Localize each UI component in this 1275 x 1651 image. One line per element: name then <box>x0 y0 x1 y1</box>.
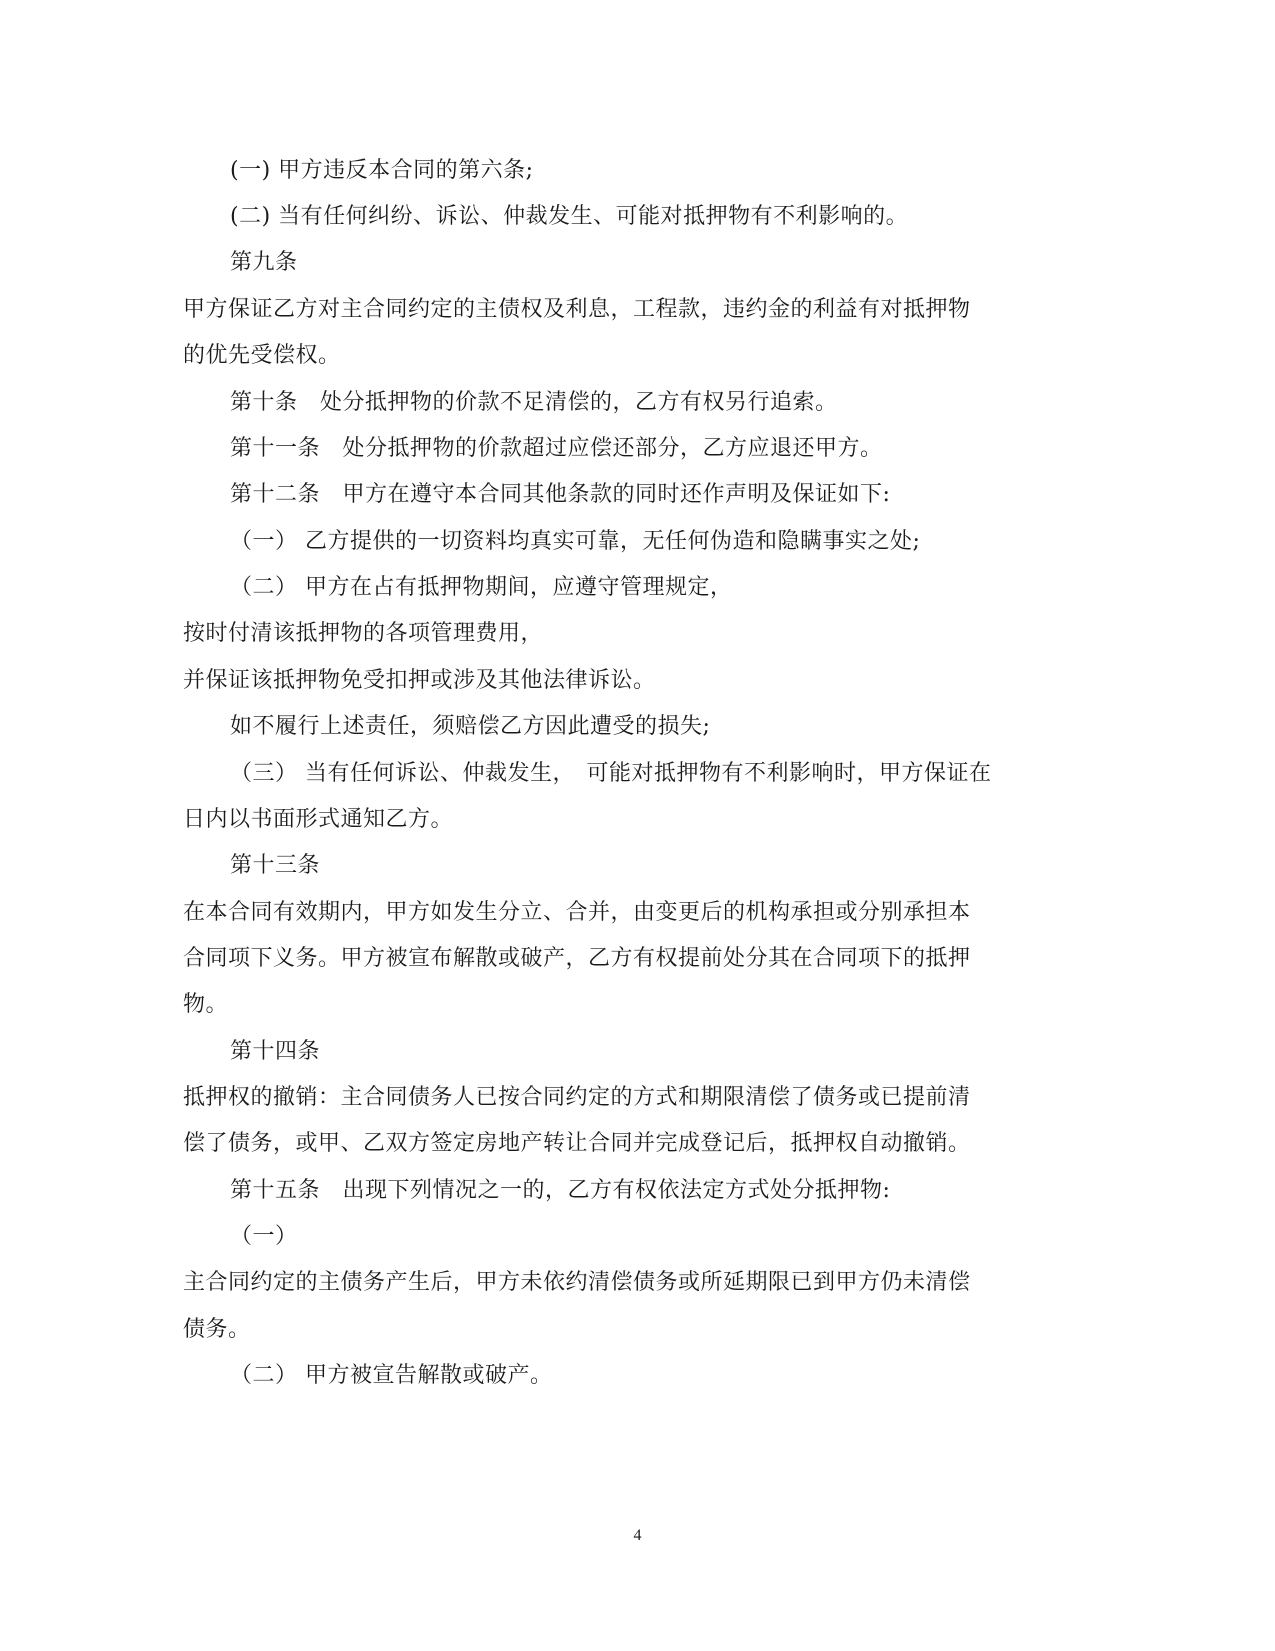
text-line: 第十三条 <box>230 853 321 878</box>
text-line: 第十二条 甲方在遵守本合同其他条款的同时还作声明及保证如下: <box>230 482 891 507</box>
text-line: （二） 甲方在占有抵押物期间，应遵守管理规定， <box>230 575 733 600</box>
text-line: 日内以书面形式通知乙方。 <box>183 807 454 832</box>
text-line: 第十五条 出现下列情况之一的，乙方有权依法定方式处分抵押物: <box>230 1178 891 1203</box>
text-line: 按时付清该抵押物的各项管理费用， <box>183 621 544 646</box>
text-line: 抵押权的撤销：主合同债务人已按合同约定的方式和期限清偿了债务或已提前清 <box>183 1085 971 1110</box>
text-line: （三） 当有任何诉讼、仲裁发生， 可能对抵押物有不利影响时，甲方保证在 <box>230 761 992 786</box>
text-line: (二) 当有任何纠纷、诉讼、仲裁发生、可能对抵押物有不利影响的。 <box>230 204 909 229</box>
text-line: 主合同约定的主债务产生后，甲方未依约清偿债务或所延期限已到甲方仍未清偿 <box>183 1270 971 1295</box>
text-line: (一) 甲方违反本合同的第六条; <box>230 158 534 183</box>
page-number: 4 <box>633 1527 642 1544</box>
text-line: 并保证该抵押物免受扣押或涉及其他法律诉讼。 <box>183 668 656 693</box>
text-line: 如不履行上述责任，须赔偿乙方因此遭受的损失; <box>230 714 711 739</box>
text-line: 在本合同有效期内，甲方如发生分立、合并，由变更后的机构承担或分别承担本 <box>183 900 971 925</box>
text-line: 第九条 <box>230 250 298 275</box>
text-line: （一） <box>230 1224 298 1249</box>
text-line: 的优先受偿权。 <box>183 343 341 368</box>
text-line: 合同项下义务。甲方被宣布解散或破产，乙方有权提前处分其在合同项下的抵押 <box>183 946 971 971</box>
text-line: 第十一条 处分抵押物的价款超过应偿还部分，乙方应退还甲方。 <box>230 436 883 461</box>
text-line: 债务。 <box>183 1317 251 1342</box>
text-line: 第十四条 <box>230 1039 321 1064</box>
text-line: 物。 <box>183 992 229 1017</box>
text-line: （一） 乙方提供的一切资料均真实可靠，无任何伪造和隐瞒事实之处; <box>230 529 921 554</box>
text-line: 偿了债务，或甲、乙双方签定房地产转让合同并完成登记后，抵押权自动撤销。 <box>183 1131 971 1156</box>
text-line: 第十条 处分抵押物的价款不足清偿的，乙方有权另行追索。 <box>230 390 838 415</box>
text-line: 甲方保证乙方对主合同约定的主债权及利息，工程款，违约金的利益有对抵押物 <box>183 297 971 322</box>
text-line: （二） 甲方被宣告解散或破产。 <box>230 1363 553 1388</box>
